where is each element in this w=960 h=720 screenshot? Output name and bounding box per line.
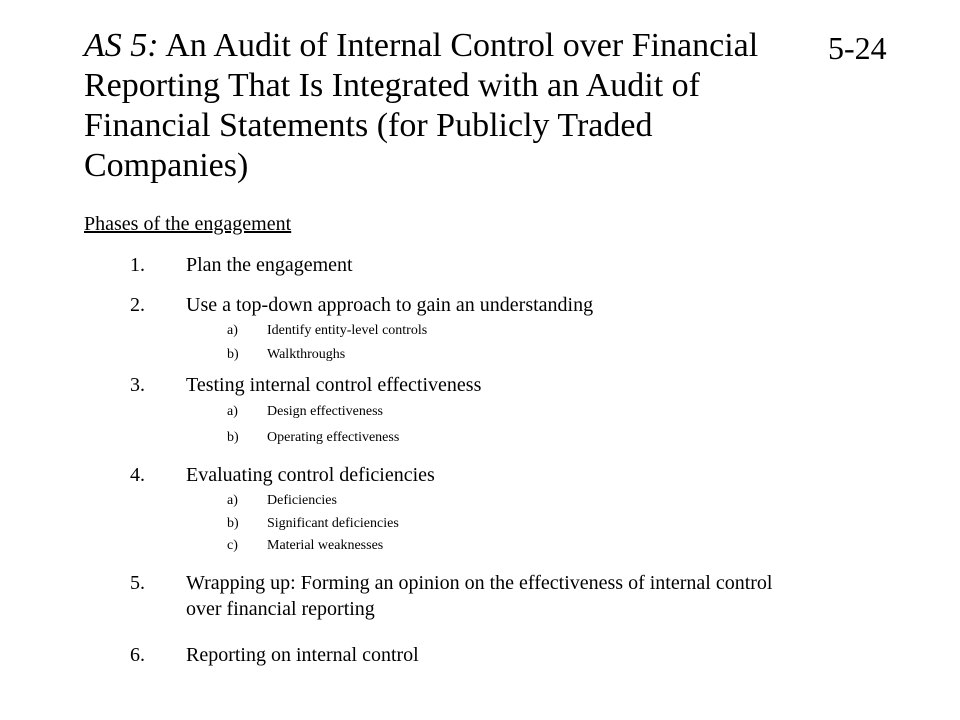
sub-letter: b) [227,347,239,362]
title-standard-label: AS 5: [84,27,159,64]
section-heading: Phases of the engagement [84,213,292,235]
phase-number: 3. [130,374,145,396]
phase-number: 2. [130,294,145,316]
phase-text: Plan the engagement [186,254,353,276]
slide-title [84,26,814,186]
sub-text: Operating effectiveness [267,430,400,445]
sub-letter: c) [227,538,238,553]
sub-letter: a) [227,323,238,338]
sub-text: Deficiencies [267,493,337,508]
sub-text: Material weaknesses [267,538,384,553]
sub-letter: b) [227,430,239,445]
phase-number: 5. [130,572,145,594]
phase-number: 6. [130,644,145,666]
title-text: An Audit of Internal Control over Financial Reporting That Is Integrated with an Audit of Financial Statements (for Publicly Traded Companies) [84,27,759,184]
sub-letter: a) [227,404,238,419]
phase-text: Testing internal control effectiveness [186,374,482,396]
sub-letter: a) [227,493,238,508]
phase-text: Evaluating control deficiencies [186,464,435,486]
phase-text: Use a top-down approach to gain an understanding [186,294,594,316]
sub-text: Walkthroughs [267,347,346,362]
sub-text: Identify entity-level controls [267,323,428,338]
phase-number: 1. [130,254,145,276]
phase-text: Wrapping up: Forming an opinion on the effectiveness of internal control over financial reporting [186,572,773,620]
sub-letter: b) [227,516,239,531]
sub-text: Significant deficiencies [267,516,399,531]
page-number: 5-24 [828,30,887,66]
sub-text: Design effectiveness [267,404,383,419]
phase-number: 4. [130,464,145,486]
phase-text: Reporting on internal control [186,644,419,666]
